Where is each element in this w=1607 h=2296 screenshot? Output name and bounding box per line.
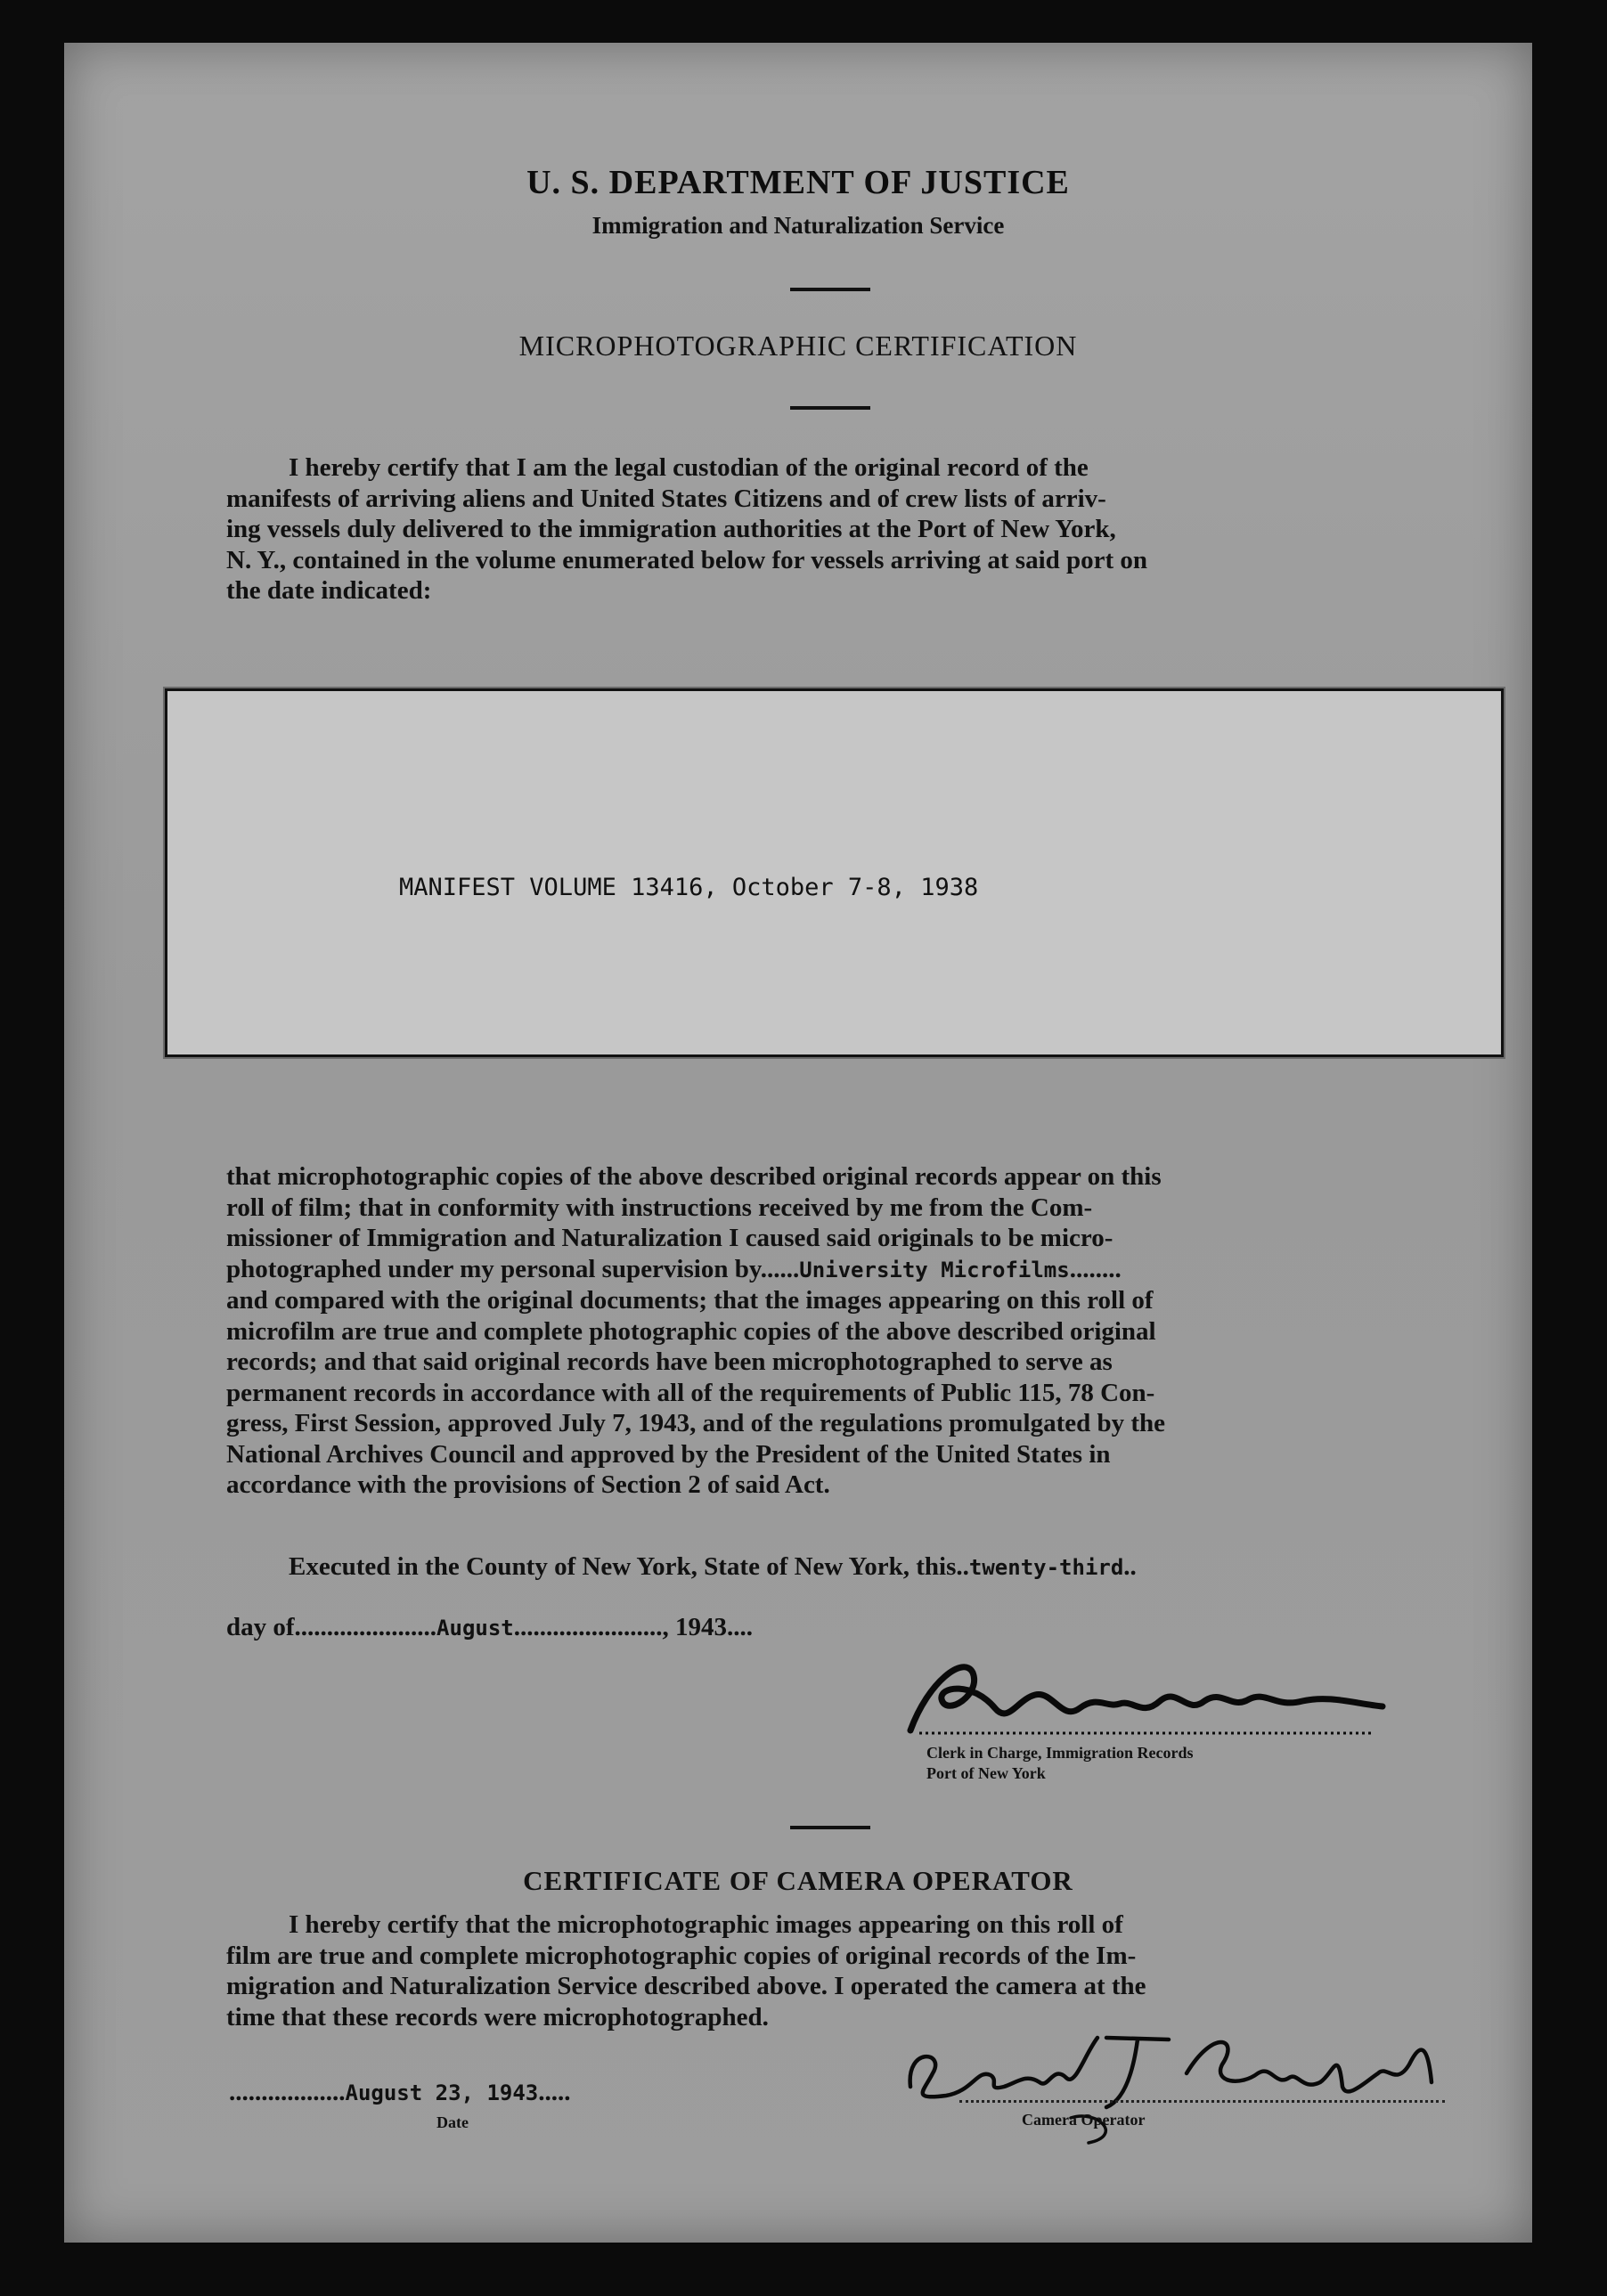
body-line: missioner of Immigration and Naturalization I caused said originals to be micro- [226, 1224, 1113, 1252]
operator-line: film are true and complete microphotographic copies of original records of the Im- [226, 1941, 1137, 1970]
intro-line: manifests of arriving aliens and United States Citizens and of crew lists of arriv- [226, 484, 1106, 513]
body-line: National Archives Council and approved by the President of the United States in [226, 1439, 1111, 1469]
date-label: Date [436, 2113, 469, 2131]
certification-title: MICROPHOTOGRAPHIC CERTIFICATION [518, 330, 1078, 362]
operator-line: migration and Naturalization Service described above. I operated the camera at the [226, 1972, 1146, 2000]
operator-line: time that these records were microphotographed. [226, 2002, 769, 2031]
camera-operator-title: CERTIFICATE OF CAMERA OPERATOR [523, 1865, 1073, 1896]
department-title: U. S. DEPARTMENT OF JUSTICE [526, 164, 1070, 201]
body-line-supervision: photographed under my personal supervision by......University Microfilms........ [226, 1254, 1122, 1283]
certificate-page [64, 43, 1532, 2243]
divider-rule-2 [790, 406, 870, 410]
microfilm-company: University Microfilms [799, 1257, 1070, 1282]
execution-day: twenty-third [968, 1555, 1124, 1580]
body-line: that microphotographic copies of the above described original records appear on this [226, 1162, 1162, 1191]
intro-paragraph [226, 452, 1442, 607]
day-of-label: day of [226, 1613, 295, 1641]
execution-year: , 1943 [662, 1613, 727, 1641]
intro-line: the date indicated: [226, 576, 432, 605]
manifest-volume-slip [165, 688, 1504, 1057]
execution-line: Executed in the County of New York, State of New York, this..twenty-third.. [289, 1552, 1137, 1581]
intro-line: N. Y., contained in the volume enumerated below for vessels arriving at said port on [226, 545, 1148, 574]
execution-month: August [436, 1616, 514, 1641]
operator-date-value: August 23, 1943 [345, 2080, 539, 2105]
manifest-volume-text: MANIFEST VOLUME 13416, October 7-8, 1938 [399, 874, 979, 901]
operator-line: I hereby certify that the microphotographic images appearing on this roll of [289, 1910, 1123, 1939]
service-subtitle: Immigration and Naturalization Service [591, 212, 1005, 239]
day-of-line: day of......................August......................., 1943.... [226, 1613, 753, 1641]
body-line: permanent records in accordance with all of the requirements of Public 115, 78 Con- [226, 1378, 1155, 1407]
camera-operator-signature [893, 2002, 1516, 2145]
camera-operator-label: Camera Operator [1022, 2111, 1146, 2129]
body-paragraph [226, 1161, 1442, 1501]
body-line: roll of film; that in conformity with instructions received by me from the Com- [226, 1193, 1093, 1222]
body-line: accordance with the provisions of Section 2 of said Act. [226, 1470, 830, 1499]
divider-rule-1 [790, 288, 870, 291]
body-line: and compared with the original documents; that the images appearing on this roll of [226, 1286, 1154, 1315]
divider-rule-3 [790, 1826, 870, 1829]
clerk-signature [893, 1646, 1391, 1744]
intro-line: I hereby certify that I am the legal custodian of the original record of the [289, 453, 1089, 482]
clerk-title-line1: Clerk in Charge, Immigration Records [926, 1744, 1194, 1762]
body-line: microfilm are true and complete photographic copies of the above described original [226, 1316, 1156, 1346]
supervision-prefix: photographed under my personal supervision by [226, 1254, 761, 1283]
operator-date-line: ..................August 23, 1943..... [229, 2078, 571, 2106]
body-line: records; and that said original records have been microphotographed to serve as [226, 1347, 1113, 1376]
body-line: gress, First Session, approved July 7, 1943, and of the regulations promulgated by the [226, 1409, 1166, 1437]
operator-signature-line [959, 2100, 1445, 2103]
intro-line: ing vessels duly delivered to the immigration authorities at the Port of New York, [226, 515, 1116, 543]
execution-prefix: Executed in the County of New York, State of New York, this [289, 1552, 957, 1581]
clerk-title-line2: Port of New York [926, 1764, 1046, 1782]
